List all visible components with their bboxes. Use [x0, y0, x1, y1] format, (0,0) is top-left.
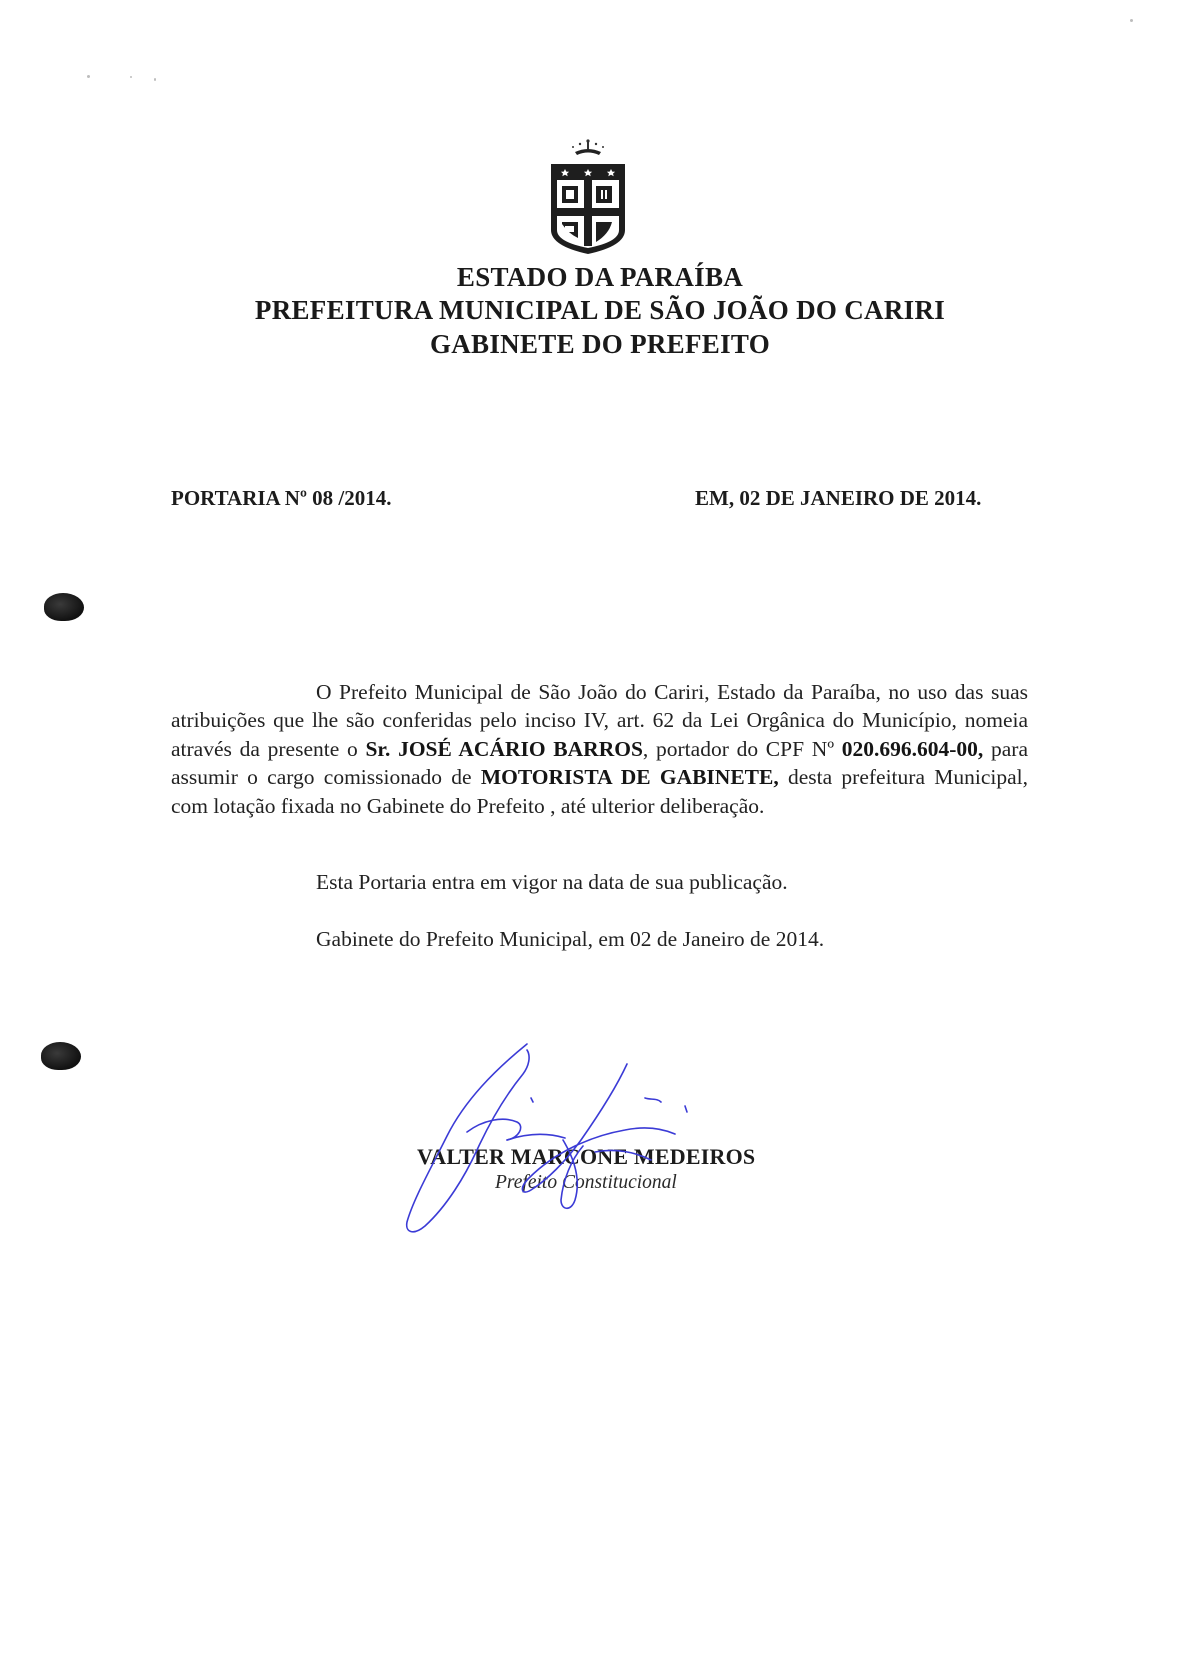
position-title: MOTORISTA DE GABINETE,: [480, 765, 779, 790]
portaria-date: EM, 02 DE JANEIRO DE 2014.: [695, 486, 982, 510]
portaria-number: PORTARIA Nº 08 /2014.: [171, 486, 392, 510]
effective-paragraph: Esta Portaria entra em vigor na data de sua publicação.: [316, 870, 788, 894]
coat-of-arms-icon: [545, 138, 631, 256]
body-paragraph: [171, 678, 1028, 820]
scan-speck: [130, 76, 132, 78]
body-text-2: , portador do CPF Nº: [642, 736, 842, 761]
signatory-title: Prefeito Constitucional: [495, 1172, 677, 1193]
appointee-name: Sr. JOSÉ ACÁRIO BARROS: [365, 736, 643, 761]
handwritten-signature: [395, 1040, 725, 1240]
closing-paragraph: Gabinete do Prefeito Municipal, em 02 de Janeiro de 2014.: [316, 927, 825, 951]
punch-hole-top: [44, 593, 84, 621]
signatory-name: VALTER MARCONE MEDEIROS: [417, 1144, 756, 1169]
body-text-1: O Prefeito Municipal de São João do Cariri, Estado da Paraíba, no uso das suas atribuições que lhe são conferidas pelo inciso IV, art. 62 da Lei Orgânica do Município, nomeia através da presente o: [171, 680, 1028, 761]
body-text-3: para assumir o cargo comissionado de: [171, 736, 1028, 790]
scan-speck: [1130, 19, 1133, 22]
header-municipality: PREFEITURA MUNICIPAL DE SÃO JOÃO DO CARIRI: [254, 295, 946, 325]
body-text-4: desta prefeitura Municipal, com lotação fixada no Gabinete do Prefeito , até ulterior deliberação.: [171, 765, 1028, 818]
scan-speck: [154, 78, 156, 81]
appointee-cpf: 020.696.604-00,: [841, 736, 984, 761]
scan-speck: [87, 75, 90, 78]
header-office: GABINETE DO PREFEITO: [429, 329, 771, 359]
punch-hole-bottom: [41, 1042, 81, 1070]
header-state: ESTADO DA PARAÍBA: [456, 262, 744, 292]
